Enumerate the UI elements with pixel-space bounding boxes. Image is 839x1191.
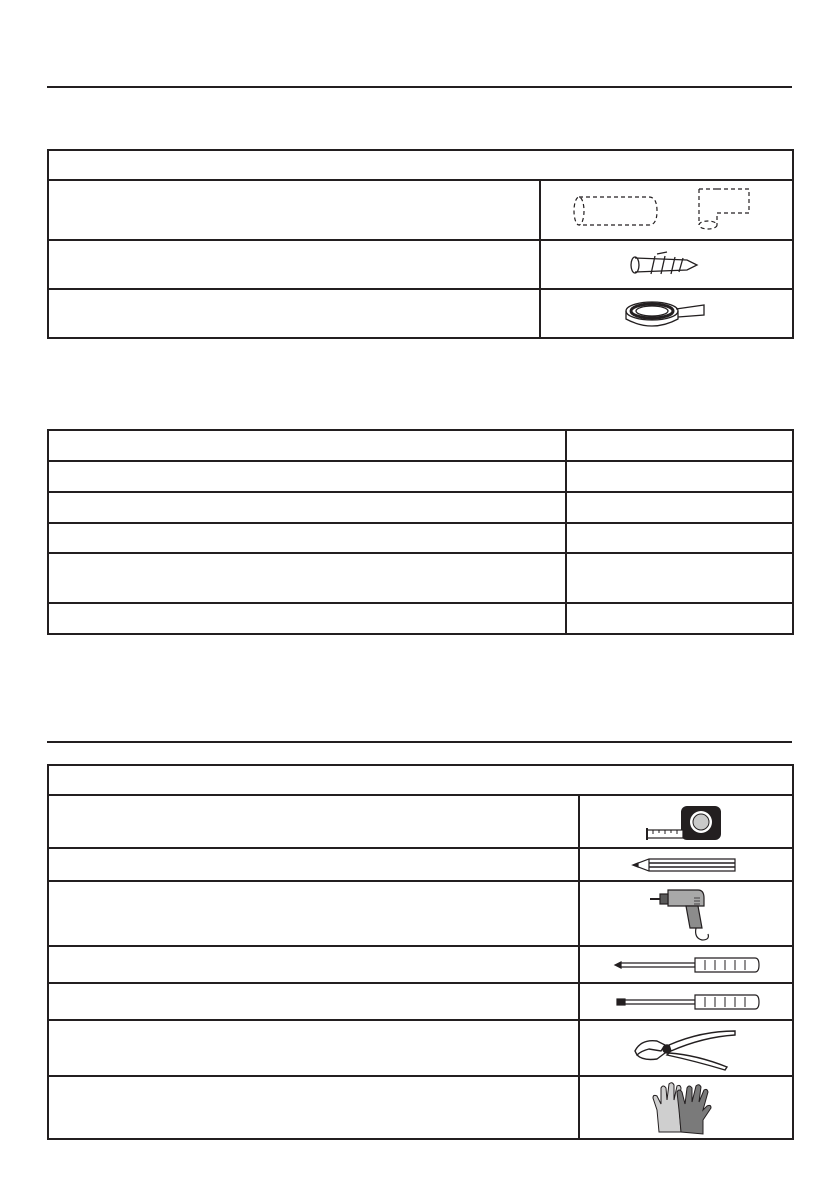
tool-label	[48, 848, 579, 881]
part-value	[566, 553, 793, 603]
table-row	[48, 983, 793, 1020]
tools-header	[48, 765, 793, 795]
part-value	[566, 430, 793, 461]
accessory-image-cell	[540, 180, 793, 240]
part-value	[566, 603, 793, 634]
tool-image-cell	[579, 1020, 793, 1076]
tools-table	[47, 764, 794, 1140]
table-row	[48, 1076, 793, 1139]
flat-screwdriver-icon	[611, 991, 761, 1013]
part-item	[48, 492, 566, 523]
tool-label	[48, 946, 579, 983]
table-row	[48, 492, 793, 523]
part-item	[48, 553, 566, 603]
accessories-header	[48, 150, 793, 180]
accessory-image-cell	[540, 240, 793, 289]
table-row	[48, 795, 793, 848]
tool-image-cell	[579, 1076, 793, 1139]
tool-image-cell	[579, 848, 793, 881]
table-row	[48, 240, 793, 289]
table-row	[48, 430, 793, 461]
accessories-table	[47, 149, 794, 339]
table-row	[48, 848, 793, 881]
phillips-screwdriver-icon	[611, 954, 761, 976]
table-row	[48, 1020, 793, 1076]
pencil-icon	[631, 855, 741, 875]
accessory-label	[48, 289, 540, 338]
tool-label	[48, 795, 579, 848]
top-divider	[47, 86, 792, 88]
part-item	[48, 603, 566, 634]
table-row	[48, 553, 793, 603]
table-header-row	[48, 765, 793, 795]
accessory-image-cell	[540, 289, 793, 338]
table-row	[48, 523, 793, 553]
tape-measure-icon	[641, 802, 731, 842]
table-row	[48, 946, 793, 983]
tool-label	[48, 1020, 579, 1076]
table-row	[48, 881, 793, 946]
table-row	[48, 461, 793, 492]
tool-image-cell	[579, 983, 793, 1020]
tool-image-cell	[579, 946, 793, 983]
parts-table	[47, 429, 794, 635]
accessory-label	[48, 240, 540, 289]
tool-image-cell	[579, 795, 793, 848]
wall-plug-anchor-icon	[627, 250, 707, 280]
work-gloves-icon	[651, 1080, 721, 1136]
middle-divider	[47, 741, 792, 743]
part-item	[48, 461, 566, 492]
tool-image-cell	[579, 881, 793, 946]
electric-drill-icon	[646, 884, 726, 944]
tool-label	[48, 881, 579, 946]
table-row	[48, 289, 793, 338]
pipe-sleeve-icon	[567, 185, 767, 235]
table-row	[48, 180, 793, 240]
accessory-label	[48, 180, 540, 240]
part-item	[48, 523, 566, 553]
part-item	[48, 430, 566, 461]
table-header-row	[48, 150, 793, 180]
part-value	[566, 492, 793, 523]
tool-label	[48, 983, 579, 1020]
tool-label	[48, 1076, 579, 1139]
pliers-icon	[631, 1025, 741, 1071]
sealing-tape-roll-icon	[622, 297, 712, 331]
table-row	[48, 603, 793, 634]
part-value	[566, 523, 793, 553]
part-value	[566, 461, 793, 492]
